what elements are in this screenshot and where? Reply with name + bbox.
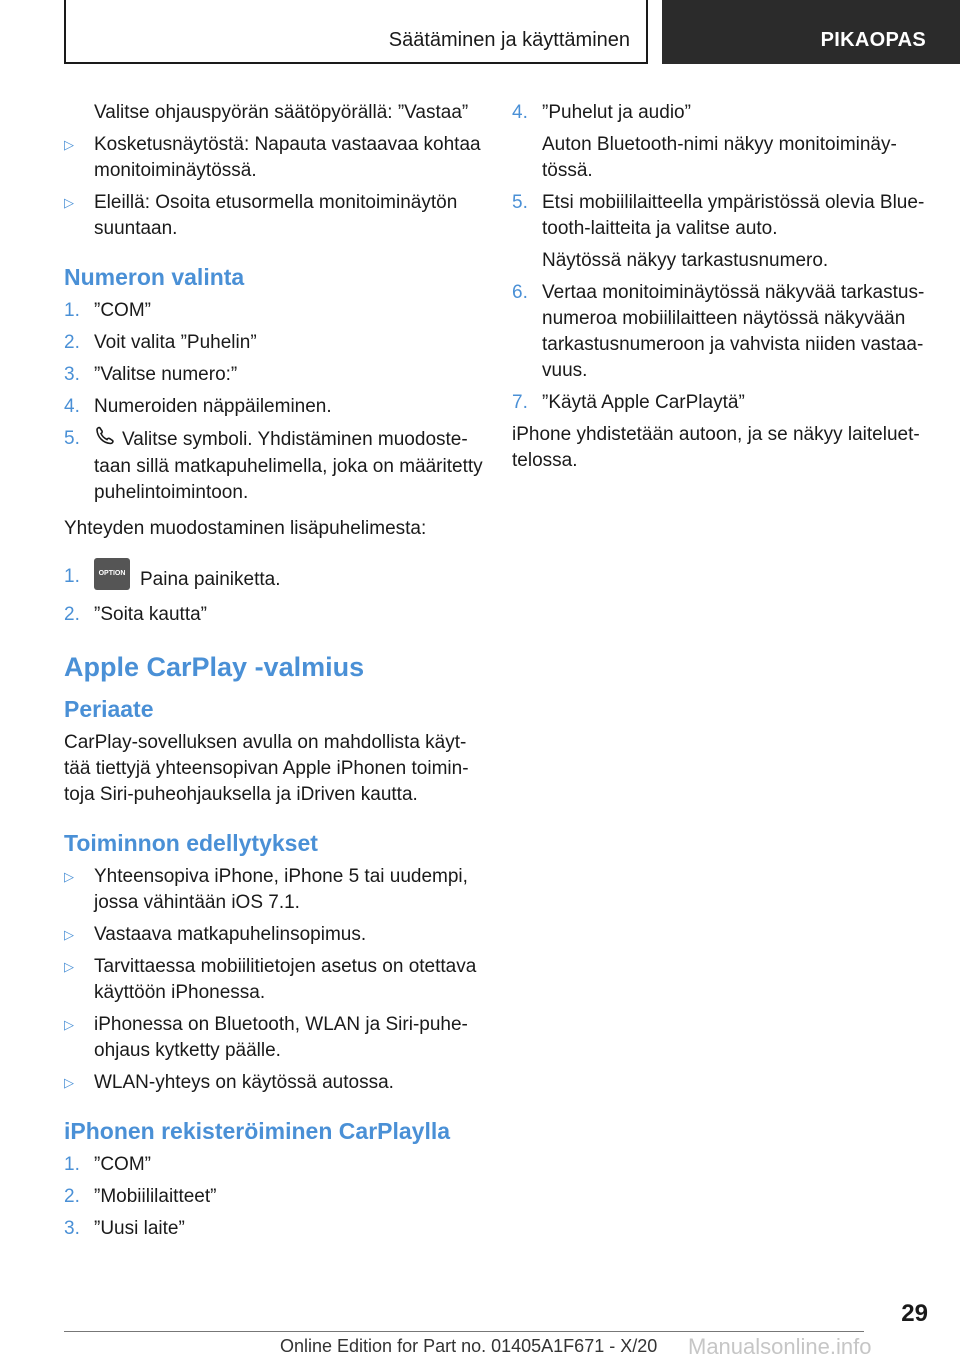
step-item: 1. OPTION Paina painiketta. — [64, 564, 484, 596]
triangle-right-icon: ▷ — [64, 1017, 74, 1032]
step-item: 1. ”COM” — [64, 300, 151, 321]
option-button-icon: OPTION — [94, 558, 130, 590]
section-heading-periaate: Periaate — [64, 696, 154, 722]
page-number: 29 — [901, 1300, 928, 1327]
step-item: 5. Valitse symboli. Yhdistäminen muodostetaan sillä matkapuhelimella, joka on määritetty puhelintoimintoon. — [64, 428, 483, 503]
section-heading-edellytykset: Toiminnon edellytykset — [64, 830, 318, 856]
step-item: 7. ”Käytä Apple CarPlaytä” — [512, 392, 745, 413]
step-item: 4. Numeroiden näppäileminen. — [64, 396, 332, 417]
step-item: 3. ”Valitse numero:” — [64, 364, 238, 385]
periaate-text: CarPlay-sovelluksen avulla on mahdollista käyttää tiettyjä yhteensopivan Apple iPhonen toimintoja Siri-puheohjauksella ja iDriven kautta. — [64, 732, 469, 805]
list-item: ▷ Kosketusnäytöstä: Napauta vastaavaa kohtaa monitoiminäytössä. — [64, 134, 481, 181]
header-badge-box — [662, 0, 960, 64]
footer-edition: Online Edition for Part no. 01405A1F671 - X/20 — [280, 1336, 658, 1356]
triangle-right-icon: ▷ — [64, 137, 74, 152]
list-item: ▷ WLAN-yhteys on käytössä autossa. — [64, 1070, 484, 1096]
triangle-right-icon: ▷ — [64, 1075, 74, 1090]
list-item: ▷ Eleillä: Osoita etusormella monitoiminäytön suuntaan. — [64, 192, 458, 239]
list-item: ▷ iPhonessa on Bluetooth, WLAN ja Siri-puheohjaus kytketty päälle. — [64, 1014, 468, 1061]
second-phone-text: Yhteyden muodostaminen lisäpuhelimesta: — [64, 518, 427, 539]
chapter-heading-carplay: Apple CarPlay -valmius — [64, 652, 365, 682]
header-section-title: Säätäminen ja käyttäminen — [388, 29, 630, 51]
watermark: Manualsonline.info — [688, 1334, 872, 1359]
left-column — [64, 100, 484, 1248]
closing-text: iPhone yhdistetään autoon, ja se näkyy laiteluettelossa. — [512, 424, 920, 471]
list-item: ▷ Yhteensopiva iPhone, iPhone 5 tai uudempi, jossa vähintään iOS 7.1. — [64, 866, 468, 913]
step-item: 3. ”Uusi laite” — [64, 1218, 185, 1239]
section-heading-numero: Numeron valinta — [64, 264, 245, 290]
step-item: 6. Vertaa monitoiminäytössä näkyvää tarkastusnumeroa mobiililaitteen näytössä näkyvään tarkastusnumeroon ja vahvista niiden vastaavuus. — [512, 282, 925, 381]
step-note: Näytössä näkyy tarkastusnumero. — [542, 250, 829, 271]
step-item: 2. ”Soita kautta” — [64, 604, 207, 625]
step-item: 1. ”COM” — [64, 1154, 151, 1175]
step-note: Auton Bluetooth-nimi näkyy monitoiminäytössä. — [542, 134, 897, 181]
phone-handset-icon — [94, 426, 116, 454]
step-item: 2. Voit valita ”Puhelin” — [64, 332, 257, 353]
header-badge: PIKAOPAS — [820, 29, 926, 51]
triangle-right-icon: ▷ — [64, 869, 74, 884]
triangle-right-icon: ▷ — [64, 195, 74, 210]
list-item: ▷ Vastaava matkapuhelinsopimus. — [64, 922, 484, 948]
step-item: 4. ”Puhelut ja audio” — [512, 102, 691, 123]
triangle-right-icon: ▷ — [64, 959, 74, 974]
step-item: 2. ”Mobiililaitteet” — [64, 1186, 217, 1207]
intro-text: Valitse ohjauspyörän säätöpyörällä: ”Vastaa” — [94, 102, 469, 123]
step-item: 5. Etsi mobiililaitteella ympäristössä olevia Bluetooth-laitteita ja valitse auto. — [512, 192, 925, 239]
list-item: ▷ Tarvittaessa mobiilitietojen asetus on otettava käyttöön iPhonessa. — [64, 956, 477, 1003]
footer-divider — [64, 1331, 864, 1332]
right-column — [512, 100, 932, 480]
section-heading-rekisterointi: iPhonen rekisteröiminen CarPlaylla — [64, 1118, 451, 1144]
triangle-right-icon: ▷ — [64, 927, 74, 942]
